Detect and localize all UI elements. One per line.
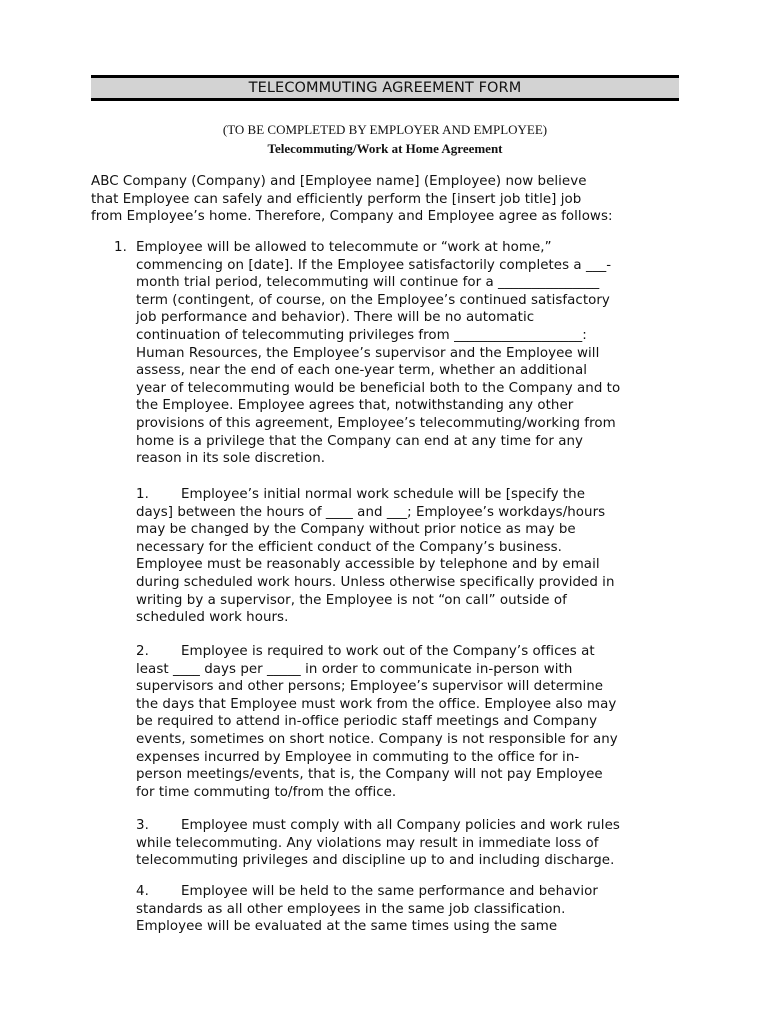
item-1-line: month trial period, telecommuting will continue for a _______________ [136, 275, 600, 291]
sub-item-line: may be changed by the Company without prior notice as may be [136, 522, 576, 538]
sub-item-line: scheduled work hours. [136, 610, 289, 626]
item-1-line: assess, near the end of each one-year term, whether an additional [136, 363, 588, 379]
item-1-line: commencing on [date]. If the Employee satisfactorily completes a ___- [136, 257, 612, 273]
item-1-line: Employee will be allowed to telecommute or “work at home,” [136, 240, 552, 255]
sub-item-line [136, 883, 696, 901]
sub-item-number: 3. [136, 818, 149, 833]
item-1-line: term (contingent, of course, on the Employee’s continued satisfactory [136, 292, 610, 308]
sub-item-line: standards as all other employees in the same job classification. [136, 901, 566, 917]
sub-item-line: necessary for the efficient conduct of the Company’s business. [136, 539, 562, 555]
sub-item-4 [136, 883, 696, 936]
form-subtitle: (TO BE COMPLETED BY EMPLOYER AND EMPLOYEE) [222, 122, 548, 137]
item-1-line: Human Resources, the Employee’s supervisor and the Employee will [136, 345, 600, 361]
sub-item-1 [136, 486, 696, 627]
sub-item-line: expenses incurred by Employee in commuting to the office for in- [136, 749, 580, 765]
item-1-line: job performance and behavior). There will be no automatic [136, 310, 535, 326]
form-subheading: Telecommuting/Work at Home Agreement [267, 141, 503, 156]
sub-item-line [136, 817, 696, 835]
sub-item-text: Employee is required to work out of the Company’s offices at [181, 644, 595, 659]
sub-item-line: the days that Employee must work from the office. Employee also may [136, 696, 617, 712]
item-1-line: continuation of telecommuting privileges from ___________________: [136, 327, 587, 343]
sub-item-line [136, 486, 696, 504]
sub-item-line: person meetings/events, that is, the Company will not pay Employee [136, 767, 603, 783]
sub-item-number: 2. [136, 644, 149, 659]
sub-item-line: least ____ days per _____ in order to communicate in-person with [136, 661, 573, 677]
sub-item-line: Employee must be reasonably accessible by telephone and by email [136, 557, 600, 573]
item-1-line: provisions of this agreement, Employee’s telecommuting/working from [136, 415, 616, 431]
sub-item-line [136, 643, 696, 661]
sub-item-line: while telecommuting. Any violations may result in immediate loss of [136, 835, 599, 851]
form-title: TELECOMMUTING AGREEMENT FORM [91, 75, 679, 101]
item-1-line: reason in its sole discretion. [136, 451, 326, 467]
sub-item-line: be required to attend in-office periodic staff meetings and Company [136, 714, 598, 730]
sub-item-number: 4. [136, 884, 149, 899]
sub-item-line: during scheduled work hours. Unless otherwise specifically provided in [136, 574, 615, 590]
item-1-line: home is a privilege that the Company can end at any time for any [136, 433, 583, 449]
intro-paragraph [91, 173, 691, 226]
sub-item-line: Employee will be evaluated at the same times using the same [136, 919, 558, 935]
intro-line: that Employee can safely and efficiently perform the [insert job title] job [91, 191, 582, 207]
sub-item-line: events, sometimes on short notice. Company is not responsible for any [136, 731, 618, 747]
item-1-number: 1. [114, 240, 127, 255]
sub-item-line: telecommuting privileges and discipline up to and including discharge. [136, 853, 615, 869]
sub-item-line: writing by a supervisor, the Employee is not “on call” outside of [136, 592, 567, 608]
sub-item-text: Employee must comply with all Company policies and work rules [181, 818, 620, 833]
intro-line: from Employee’s home. Therefore, Company and Employee agree as follows: [91, 209, 613, 225]
sub-item-line: supervisors and other persons; Employee’s supervisor will determine [136, 679, 604, 695]
sub-item-text: Employee’s initial normal work schedule will be [specify the [181, 487, 586, 502]
item-1-line: year of telecommuting would be beneficial both to the Company and to [136, 380, 621, 396]
sub-item-2 [136, 643, 696, 801]
intro-line: ABC Company (Company) and [Employee name] (Employee) now believe [91, 174, 587, 189]
item-1-line: the Employee. Employee agrees that, notwithstanding any other [136, 398, 574, 414]
sub-item-text: Employee will be held to the same performance and behavior [181, 884, 598, 899]
item-1-paragraph [136, 239, 696, 468]
sub-item-line: days] between the hours of ____ and ___; Employee’s workdays/hours [136, 504, 606, 520]
sub-item-line: for time commuting to/from the office. [136, 784, 397, 800]
sub-item-3 [136, 817, 696, 870]
sub-item-number: 1. [136, 487, 149, 502]
